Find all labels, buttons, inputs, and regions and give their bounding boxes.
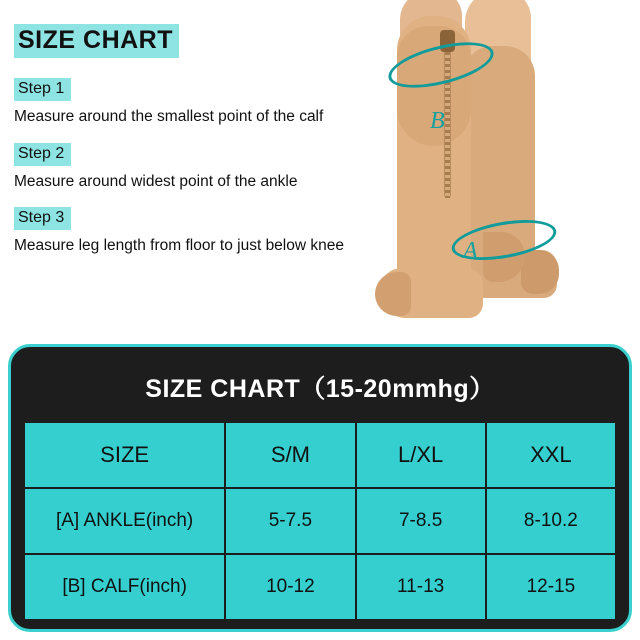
step-3-label: Step 3 bbox=[14, 207, 71, 230]
table-row bbox=[24, 554, 616, 620]
step-1-label: Step 1 bbox=[14, 78, 71, 101]
table-cell: 11-13 bbox=[356, 554, 486, 620]
step-item bbox=[14, 207, 344, 256]
table-header-row bbox=[24, 422, 616, 488]
step-item bbox=[14, 143, 344, 192]
step-2-label: Step 2 bbox=[14, 143, 71, 166]
table-cell: [A] ANKLE(inch) bbox=[24, 488, 225, 554]
size-chart-card bbox=[8, 344, 632, 632]
table-row bbox=[24, 488, 616, 554]
table-header-cell: L/XL bbox=[356, 422, 486, 488]
product-photo bbox=[345, 0, 640, 345]
sock-front-toe bbox=[375, 272, 411, 316]
table-cell: 8-10.2 bbox=[486, 488, 616, 554]
page-title: SIZE CHART bbox=[14, 24, 179, 58]
size-chart-heading: SIZE CHART（15-20mmhg） bbox=[145, 375, 495, 403]
size-chart-table bbox=[23, 421, 617, 621]
ankle-measure-label: A bbox=[463, 238, 478, 264]
step-2-text: Measure around widest point of the ankle bbox=[14, 172, 298, 190]
table-cell: 10-12 bbox=[225, 554, 355, 620]
table-cell: 7-8.5 bbox=[356, 488, 486, 554]
table-header-cell: SIZE bbox=[24, 422, 225, 488]
calf-measure-label: B bbox=[430, 108, 445, 134]
table-cell: 5-7.5 bbox=[225, 488, 355, 554]
step-item bbox=[14, 78, 344, 127]
instructions-panel bbox=[14, 24, 344, 272]
table-cell: [B] CALF(inch) bbox=[24, 554, 225, 620]
table-header-cell: XXL bbox=[486, 422, 616, 488]
table-header-cell: S/M bbox=[225, 422, 355, 488]
table-cell: 12-15 bbox=[486, 554, 616, 620]
sock-back-toe bbox=[521, 250, 559, 294]
step-1-text: Measure around the smallest point of the calf bbox=[14, 108, 324, 125]
step-3-text: Measure leg length from floor to just below knee bbox=[14, 237, 344, 255]
